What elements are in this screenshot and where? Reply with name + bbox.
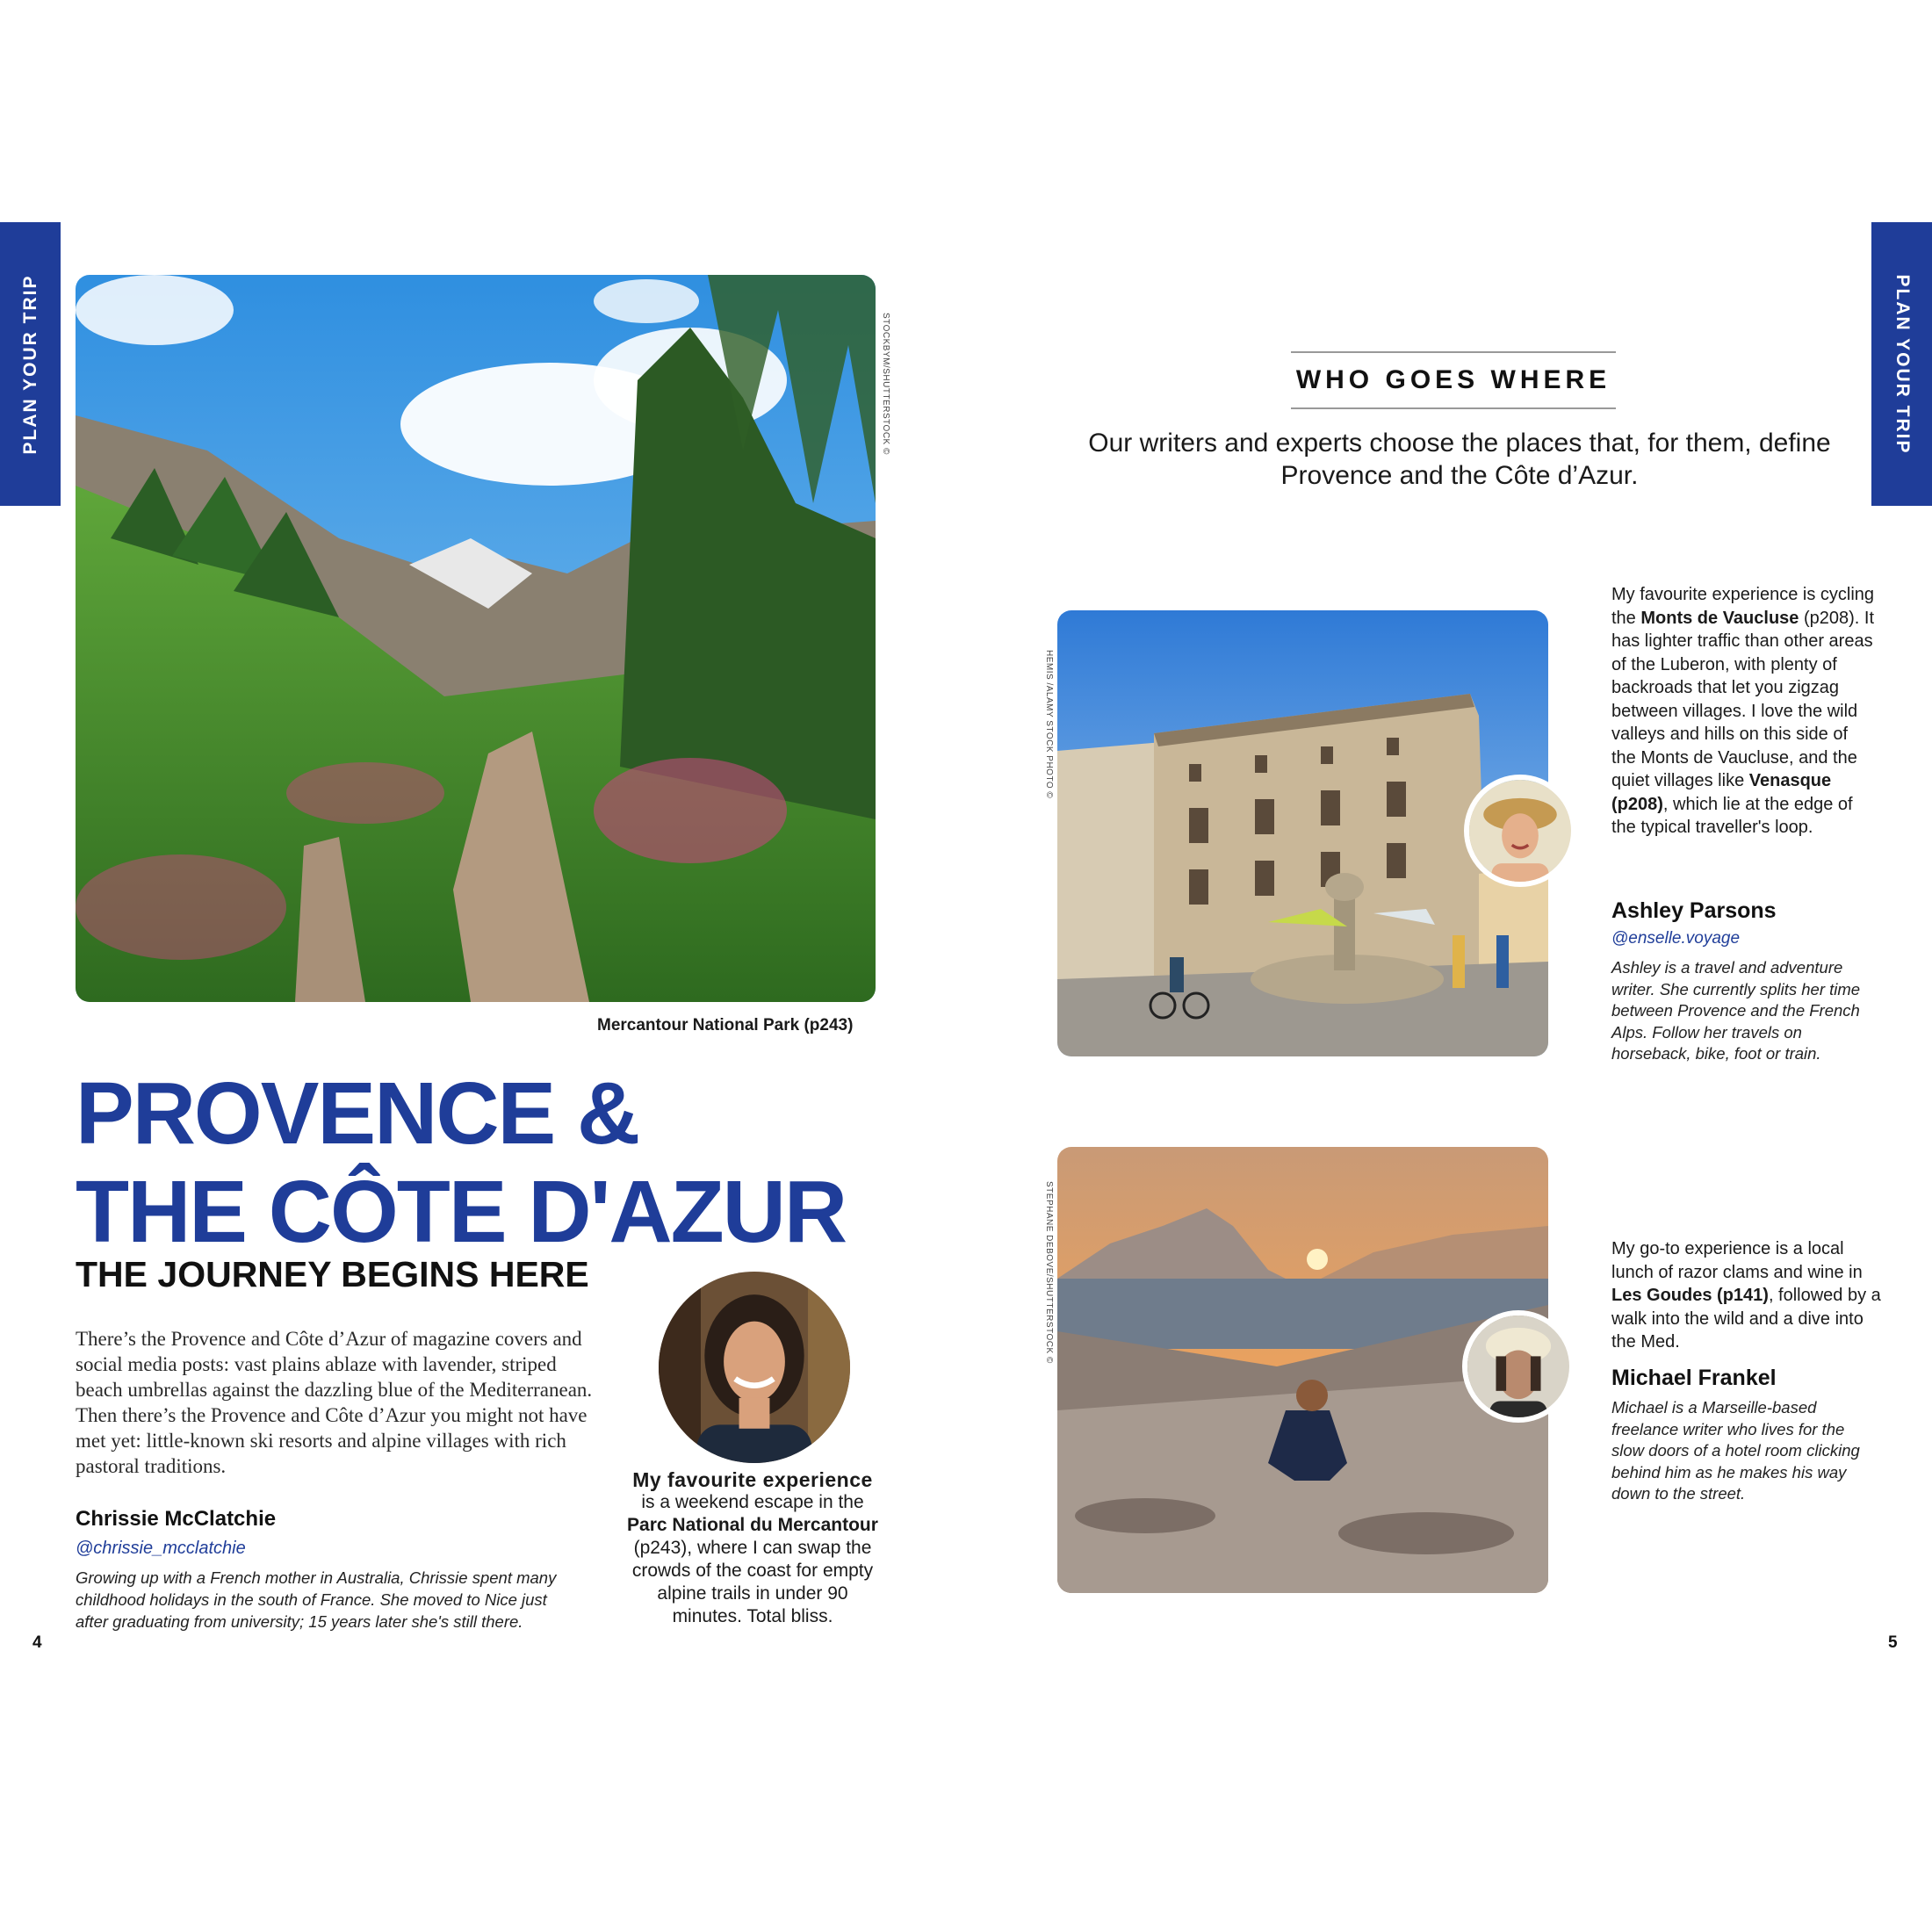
hero-photo (76, 275, 876, 1002)
favourite-experience (625, 1468, 880, 1628)
entry2-quote-b: , followed by a walk into the wild and a dive into the Med. (1611, 1286, 1881, 1352)
page-subtitle: THE JOURNEY BEGINS HERE (76, 1254, 589, 1294)
side-tab-label: PLAN YOUR TRIP (19, 274, 40, 454)
author-bio: Growing up with a French mother in Australia, Chrissie spent many childhood holidays in the south of France. She moved to Nice just after graduating from university; 15 years later she's still there. (76, 1568, 557, 1631)
page-number-right: 5 (1888, 1633, 1898, 1652)
entry1-place-1: Monts de Vaucluse (1640, 608, 1799, 628)
entry1-quote-b: (p208). It has lighter traffic than other areas of the Luberon, with plenty of backroads that let you zigzag between villages. I love the wild valleys and hills on this side of the Monts de Vaucluse, and the quiet villages like (1611, 608, 1875, 790)
entry1-avatar (1464, 775, 1576, 887)
page-title-line-2: THE CÔTE D'AZUR (76, 1163, 847, 1261)
favourite-text-2: (p243), where I can swap the crowds of the coast for empty alpine trails in under 90 minutes. Total bliss. (631, 1538, 874, 1626)
entry1-quote-a: My favourite experience is cycling the (1611, 585, 1875, 628)
section-title: WHO GOES WHERE (1291, 351, 1616, 409)
entry1-handle[interactable]: @enselle.voyage (1611, 929, 1741, 948)
favourite-text-1: is a weekend escape in the (641, 1492, 864, 1512)
entry1-quote (1611, 583, 1875, 840)
author-name: Chrissie McClatchie (76, 1507, 277, 1531)
entry1-photo-credit: HEMIS /ALAMY STOCK PHOTO © (1044, 650, 1054, 799)
favourite-place: Parc National du Mercantour (627, 1515, 878, 1535)
entry2-quote (1611, 1237, 1884, 1354)
entry2-place-1: Les Goudes (p141) (1611, 1286, 1769, 1305)
favourite-heading: My favourite experience (632, 1468, 873, 1491)
entry2-quote-a: My go-to experience is a local lunch of razor clams and wine in (1611, 1239, 1863, 1282)
entry1-name: Ashley Parsons (1611, 898, 1777, 923)
entry1-place-2: Venasque (p208) (1611, 771, 1832, 814)
hero-photo-credit: STOCKBYM/SHUTTERSTOCK © (881, 313, 890, 455)
side-tab-label: PLAN YOUR TRIP (1892, 274, 1913, 454)
entry1-bio: Ashley is a travel and adventure writer. She currently splits her time between Provence and the French Alps. Follow her travels on horseback, bike, foot or train. (1611, 958, 1861, 1063)
author-handle[interactable]: @chrissie_mcclatchie (76, 1539, 246, 1558)
hero-photo-caption: Mercantour National Park (p243) (597, 1016, 854, 1034)
entry2-photo-credit: STEPHANE DEBOVE/SHUTTERSTOCK © (1044, 1181, 1054, 1364)
page-number-left: 4 (32, 1633, 42, 1652)
entry2-name: Michael Frankel (1611, 1366, 1777, 1390)
author-avatar (659, 1272, 850, 1463)
entry1-quote-c: , which lie at the edge of the typical traveller's loop. (1611, 794, 1853, 837)
side-tab-right (1871, 222, 1932, 506)
side-tab-left (0, 222, 61, 506)
intro-paragraph: There’s the Provence and Côte d’Azur of magazine covers and social media posts: vast plains ablaze with lavender, striped beach umbrellas against the dazzling blue of the Mediterranean. Then there’s the Provence and Côte d’Azur you might not have met yet: little-known ski resorts and alpine villages with rich pastoral traditions. (76, 1328, 593, 1477)
page-title-line-1: PROVENCE & (76, 1064, 639, 1163)
entry2-avatar (1462, 1310, 1575, 1423)
section-intro: Our writers and experts choose the places that, for them, define Provence and the Côte d’Azur. (1088, 429, 1831, 490)
page-title (76, 1064, 866, 1261)
entry2-bio: Michael is a Marseille-based freelance writer who lives for the slow doors of a hotel room clicking behind him as he makes his way down to the street. (1611, 1398, 1860, 1503)
